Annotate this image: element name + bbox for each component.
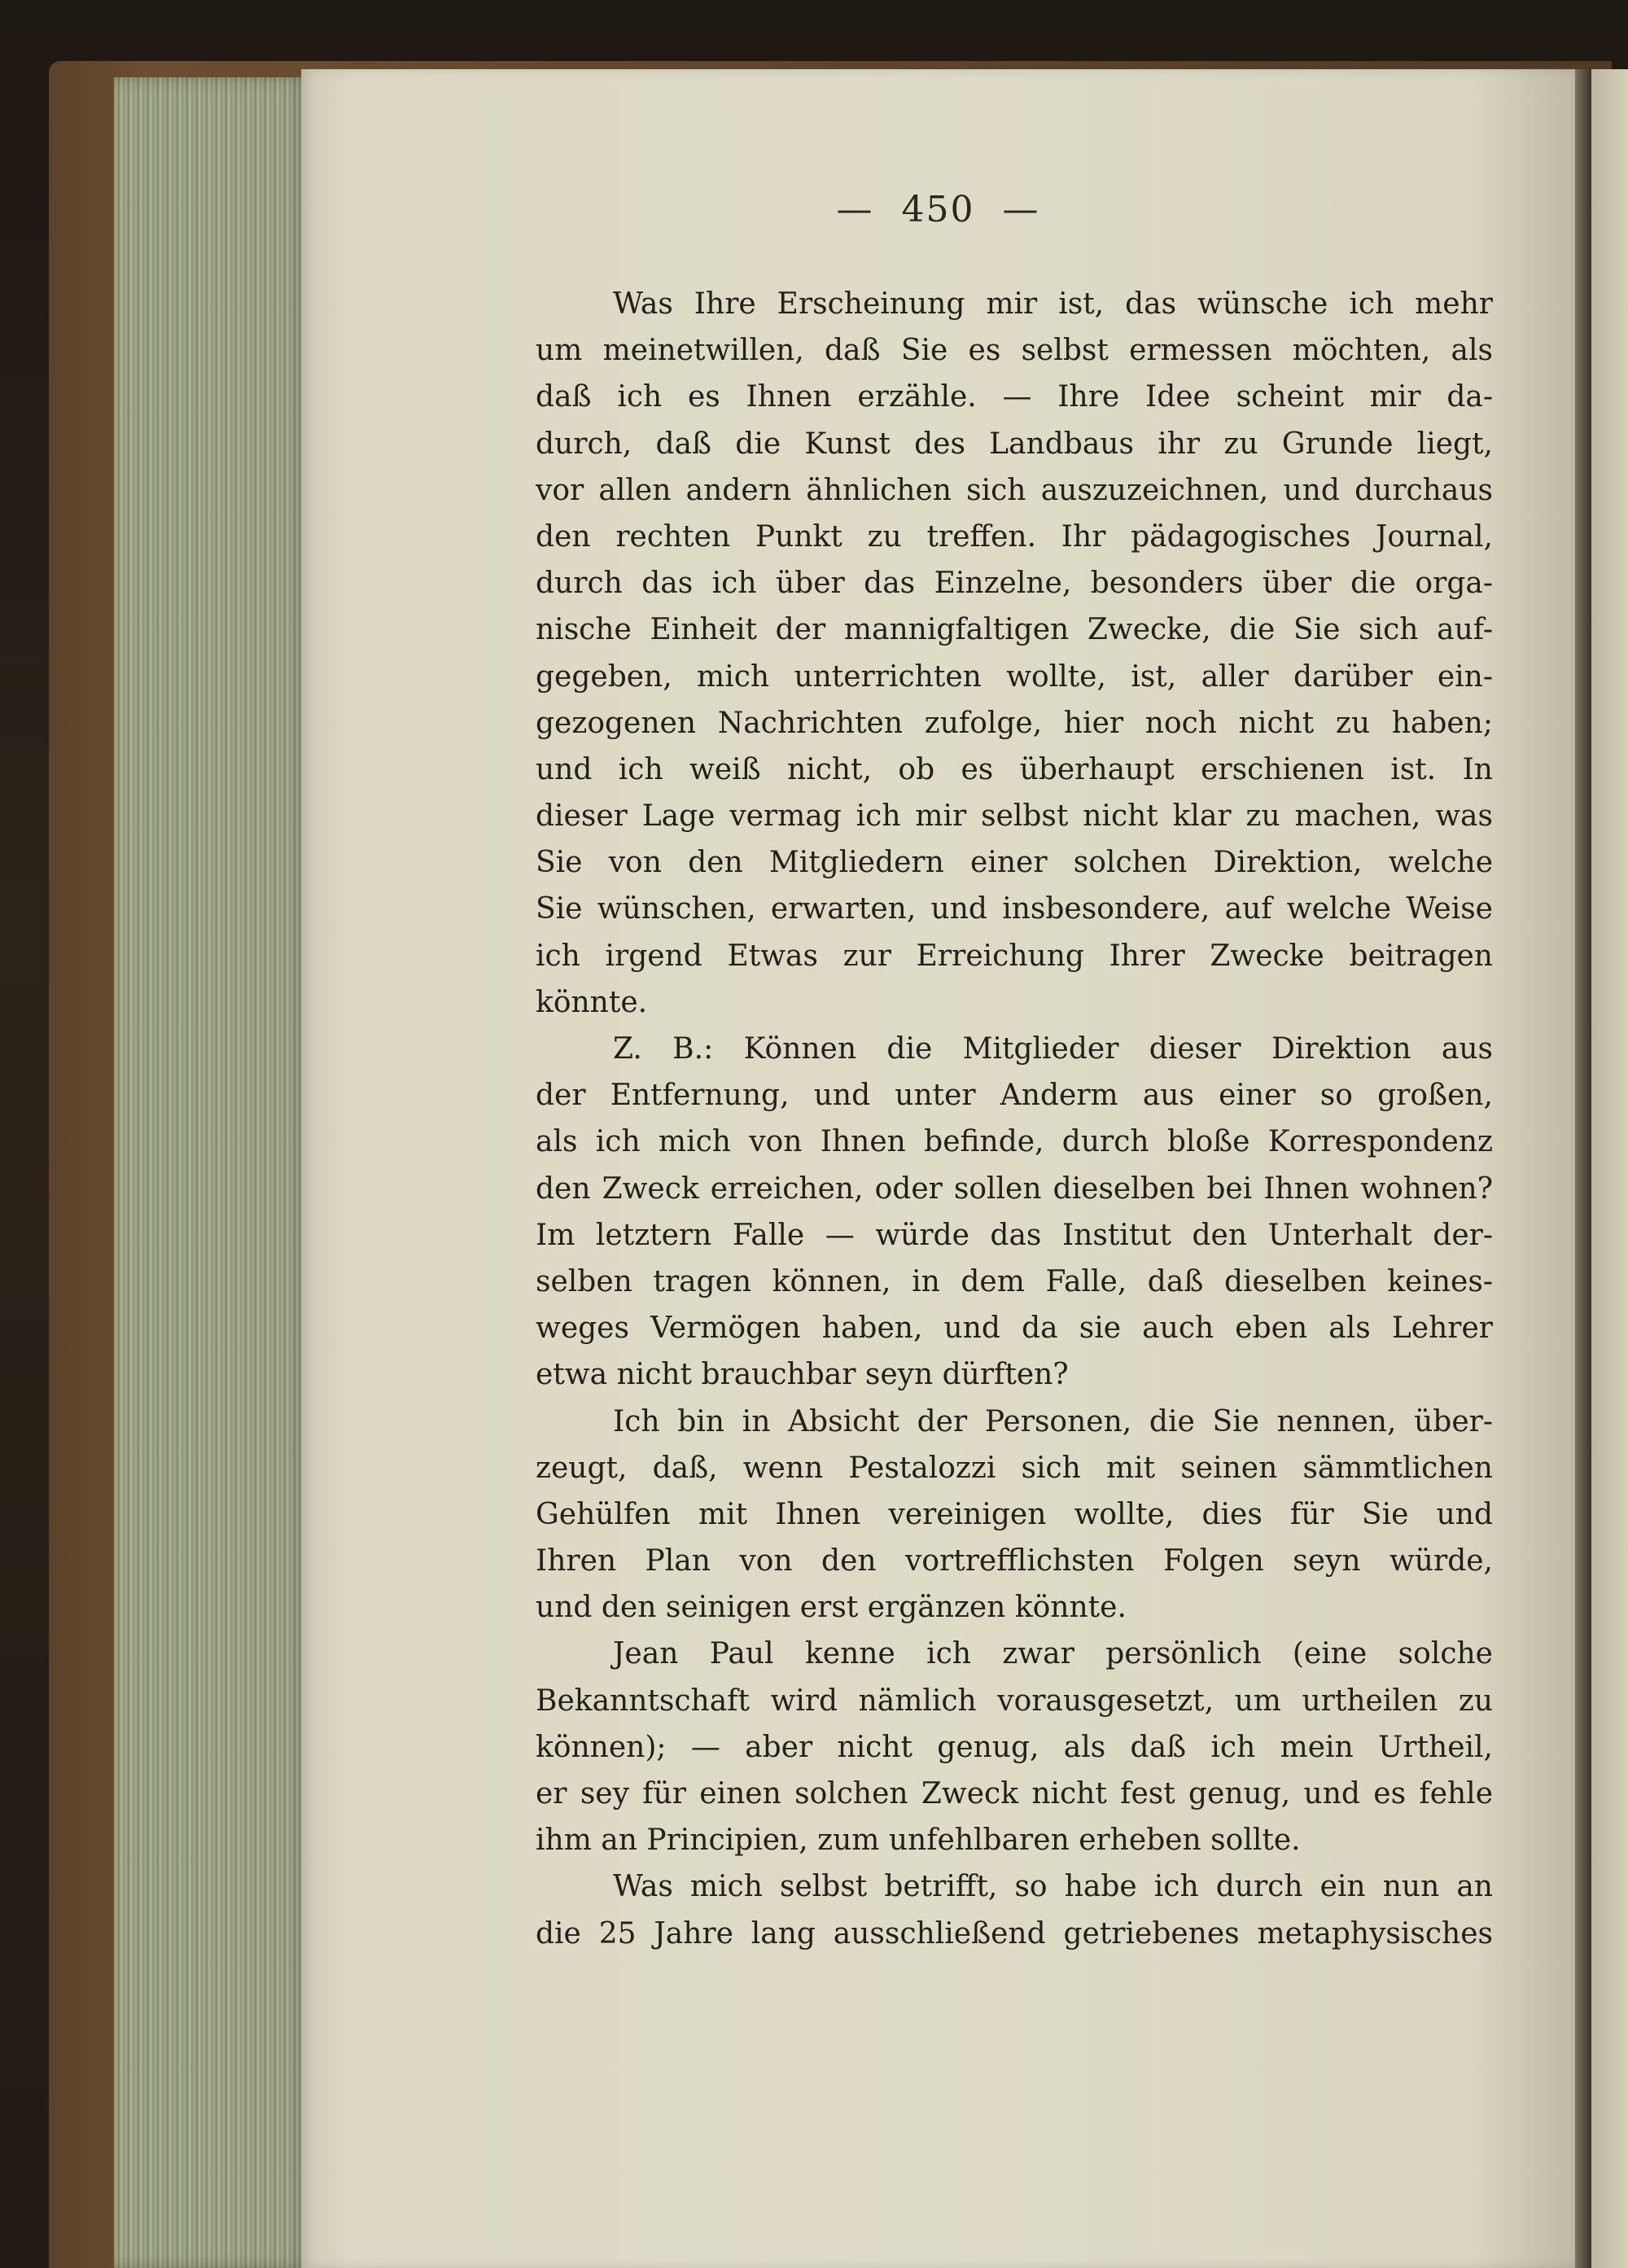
text-line: Was Ihre Erscheinung mir ist, das wünsche ich mehr <box>613 287 1493 321</box>
text-line: Ihren Plan von den vortrefflichsten Folgen seyn würde, <box>536 1544 1493 1578</box>
header-dash-left: — <box>836 189 874 230</box>
text-line: gegeben, mich unterrichten wollte, ist, aller darüber ein- <box>536 659 1493 694</box>
text-line: selben tragen können, in dem Falle, daß dieselben keines- <box>536 1264 1493 1298</box>
text-line: weges Vermögen haben, und da sie auch eben als Lehrer <box>536 1311 1493 1346</box>
body-text <box>536 281 1493 1957</box>
text-line: etwa nicht brauchbar seyn dürften? <box>536 1358 1069 1392</box>
text-line: Jean Paul kenne ich zwar persönlich (eine solche <box>613 1637 1493 1671</box>
page-block-edge <box>114 77 309 2268</box>
text-line: gezogenen Nachrichten zufolge, hier noch nicht zu haben; <box>536 706 1493 740</box>
page-number: 450 <box>901 189 975 230</box>
text-line: die 25 Jahre lang ausschließend getriebenes metaphysisches <box>536 1916 1493 1951</box>
text-line: ihm an Principien, zum unfehlbaren erheben sollte. <box>536 1824 1301 1858</box>
text-line: zeugt, daß, wenn Pestalozzi sich mit seinen sämmtlichen <box>536 1451 1493 1485</box>
text-line: Im letztern Falle — würde das Institut den Unterhalt der- <box>536 1218 1493 1252</box>
text-line: dieser Lage vermag ich mir selbst nicht klar zu machen, was <box>536 799 1493 834</box>
text-line: könnte. <box>536 985 648 1019</box>
header-dash-right: — <box>1002 189 1040 230</box>
text-line: Was mich selbst betrifft, so habe ich durch ein nun an <box>613 1870 1493 1904</box>
text-line: können); — aber nicht genug, als daß ich mein Urtheil, <box>536 1730 1493 1764</box>
text-line: Gehülfen mit Ihnen vereinigen wollte, dies für Sie und <box>536 1497 1493 1531</box>
book-gutter <box>1575 69 1591 2268</box>
text-line: vor allen andern ähnlichen sich auszuzeichnen, und durchaus <box>536 473 1493 507</box>
text-line: Bekanntschaft wird nämlich vorausgesetzt, um urtheilen zu <box>536 1683 1493 1718</box>
text-line: daß ich es Ihnen erzähle. — Ihre Idee scheint mir da- <box>536 380 1493 414</box>
text-line: Sie von den Mitgliedern einer solchen Direktion, welche <box>536 846 1493 880</box>
text-line: den rechten Punkt zu treffen. Ihr pädagogisches Journal, <box>536 519 1493 554</box>
text-line: um meinetwillen, daß Sie es selbst ermessen möchten, als <box>536 334 1493 368</box>
text-line: ich irgend Etwas zur Erreichung Ihrer Zwecke beitragen <box>536 939 1493 973</box>
text-line: durch das ich über das Einzelne, besonders über die orga- <box>536 567 1493 601</box>
text-line: als ich mich von Ihnen befinde, durch bloße Korrespondenz <box>536 1125 1493 1159</box>
text-line: er sey für einen solchen Zweck nicht fest genug, und es fehle <box>536 1777 1493 1810</box>
text-line: den Zweck erreichen, oder sollen dieselben bei Ihnen wohnen? <box>536 1171 1493 1206</box>
text-line: nische Einheit der mannigfaltigen Zwecke, die Sie sich auf- <box>536 613 1493 647</box>
text-line: und ich weiß nicht, ob es überhaupt erschienen ist. In <box>536 752 1493 786</box>
text-line: der Entfernung, und unter Anderm aus einer so großen, <box>536 1079 1493 1113</box>
page-header <box>301 189 1575 230</box>
text-line: Z. B.: Können die Mitglieder dieser Direktion aus <box>613 1032 1493 1066</box>
text-line: und den seinigen erst ergänzen könnte. <box>536 1591 1127 1625</box>
text-line: Sie wünschen, erwarten, und insbesondere, auf welche Weise <box>536 892 1493 926</box>
facing-page-edge <box>1591 69 1628 2268</box>
text-line: durch, daß die Kunst des Landbaus ihr zu Grunde liegt, <box>536 427 1493 461</box>
text-line: Ich bin in Absicht der Personen, die Sie nennen, über- <box>613 1404 1493 1438</box>
